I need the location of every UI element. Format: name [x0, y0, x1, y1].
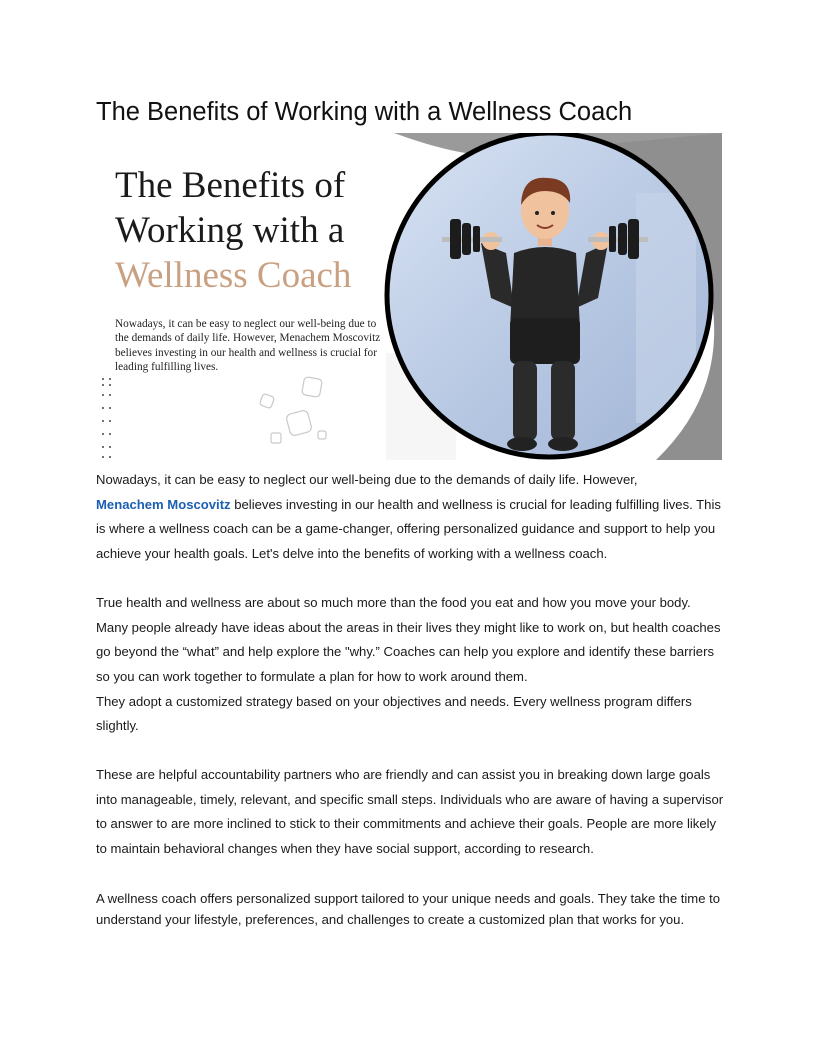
paragraph-health: True health and wellness are about so much more than the food you eat and how you move your body. Many people already have ideas about the areas in their lives they might like to work on, but health coaches go beyond the “what” and help explore the "why.” Coaches can help you explore and identify these barriers so you can work together to formulate a plan for how to work around them. [96, 594, 721, 684]
intro-text-start: Nowadays, it can be easy to neglect our well-being due to the demands of daily life. However, [96, 472, 638, 487]
document-title: The Benefits of Working with a Wellness Coach [96, 98, 633, 126]
banner-heading-line2: Working with a [115, 210, 345, 251]
paragraph-strategy: They adopt a customized strategy based on your objectives and needs. Every wellness program differs slightly. [96, 693, 692, 734]
paragraph-intro [96, 468, 724, 567]
paragraph-accountability: These are helpful accountability partners who are friendly and can assist you in breaking down large goals into manageable, timely, relevant, and specific small steps. Individuals who are aware of having a supervisor to answer to are more inclined to stick to their commitments and achieve their goals. People are more likely to maintain behavioral changes when they have social support, according to research. [96, 767, 724, 857]
paragraph-personalized: A wellness coach offers personalized support tailored to your unique needs and goals. They take the time to understand your lifestyle, preferences, and challenges to create a customized plan that works for you. [96, 890, 721, 927]
banner-image [96, 133, 722, 460]
article-body [96, 468, 724, 930]
banner-heading [115, 163, 351, 298]
banner-heading-line3: Wellness Coach [115, 255, 352, 296]
author-link[interactable]: Menachem Moscovitz [96, 496, 231, 512]
banner-heading-line1: The Benefits of [115, 165, 346, 206]
banner-paragraph: Nowadays, it can be easy to neglect our well-being due to the demands of daily life. However, Menachem Moscovitz believes investing in our health and wellness is crucial for leading fulfilling lives. [115, 318, 381, 374]
intro-text-end: believes investing in our health and wellness is crucial for leading fulfilling lives. This is where a wellness coach can be a game-changer, offering personalized guidance and support to help you achieve your health goals. Let's delve into the benefits of working with a wellness coach. [96, 496, 721, 562]
